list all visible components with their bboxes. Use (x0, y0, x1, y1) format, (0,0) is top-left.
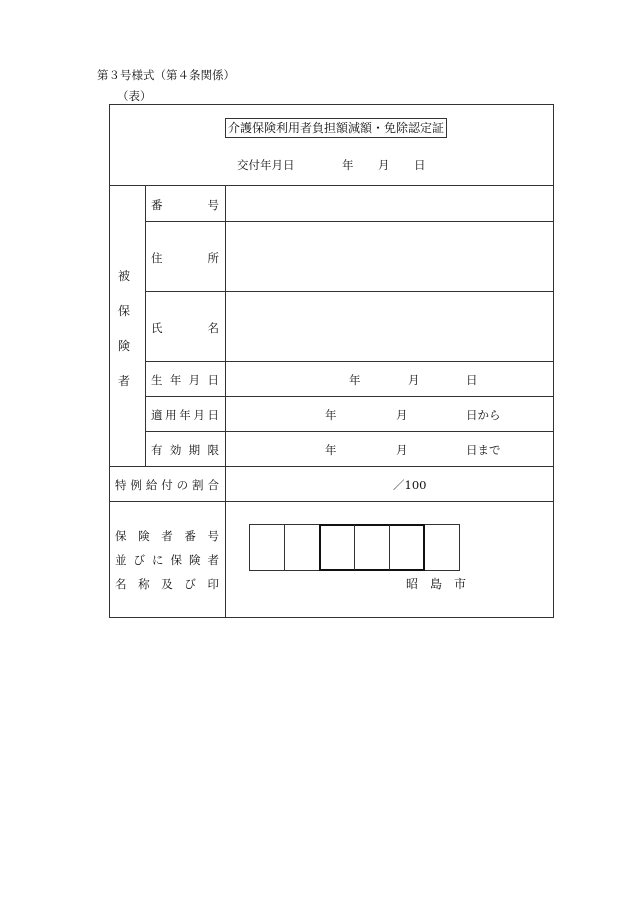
certificate-title: 介護保険利用者負担額減額・免除認定証 (225, 118, 447, 138)
insurer-label-line-3: 名 称 及 び 印 (115, 577, 219, 591)
rule-name-bottom (145, 361, 554, 362)
valid-label: 有 効 期 限 (151, 443, 219, 457)
rule-birth-bottom (145, 396, 554, 397)
issue-date-label: 交付年月日 (237, 158, 295, 172)
address-label: 住 所 (151, 251, 219, 265)
rule-label-divider (225, 185, 226, 618)
valid-day: 日まで (466, 443, 501, 457)
name-label: 氏 名 (151, 321, 219, 335)
valid-year: 年 (325, 443, 337, 457)
rule-apply-bottom (145, 431, 554, 432)
birth-month: 月 (408, 373, 420, 387)
birth-label: 生 年 月 日 (151, 373, 219, 387)
issue-month: 月 (378, 158, 390, 172)
insurer-number-digit-5-divider (389, 525, 390, 570)
rule-valid-bottom (109, 466, 554, 467)
insured-char-3: 険 (118, 339, 131, 353)
side-label: （表） (117, 89, 152, 103)
insurer-number-digit-1[interactable] (249, 524, 285, 571)
insurer-number-digit-6[interactable] (424, 524, 460, 571)
apply-label: 適 用 年 月 日 (151, 408, 219, 422)
insurer-city: 昭 島 市 (406, 577, 467, 591)
form-number: 第３号様式（第４条関係） (97, 68, 235, 82)
apply-day: 日から (466, 408, 501, 422)
insurer-label-line-1: 保 険 者 番 号 (115, 529, 219, 543)
rule-number-bottom (145, 221, 554, 222)
birth-year: 年 (349, 373, 361, 387)
valid-month: 月 (396, 443, 408, 457)
birth-day: 日 (466, 373, 478, 387)
insurer-number-digit-2[interactable] (284, 524, 320, 571)
rule-insured-divider (145, 185, 146, 466)
issue-year: 年 (342, 158, 354, 172)
number-label: 番 号 (151, 198, 219, 212)
insurer-number-digit-3-divider (354, 525, 355, 570)
rule-address-bottom (145, 291, 554, 292)
apply-year: 年 (325, 408, 337, 422)
rule-title-bottom (109, 185, 554, 186)
benefit-ratio-label: 特 例 給 付 の 割 合 (115, 478, 219, 492)
insured-char-1: 被 (118, 269, 131, 283)
insured-char-4: 者 (118, 374, 131, 388)
rule-ratio-bottom (109, 501, 554, 502)
insurer-label-line-2: 並 び に 保 険 者 (115, 553, 219, 567)
insured-char-2: 保 (118, 304, 131, 318)
insurer-number-bold-group (319, 524, 425, 571)
apply-month: 月 (396, 408, 408, 422)
issue-day: 日 (414, 158, 426, 172)
benefit-ratio-value: ／100 (393, 478, 427, 492)
